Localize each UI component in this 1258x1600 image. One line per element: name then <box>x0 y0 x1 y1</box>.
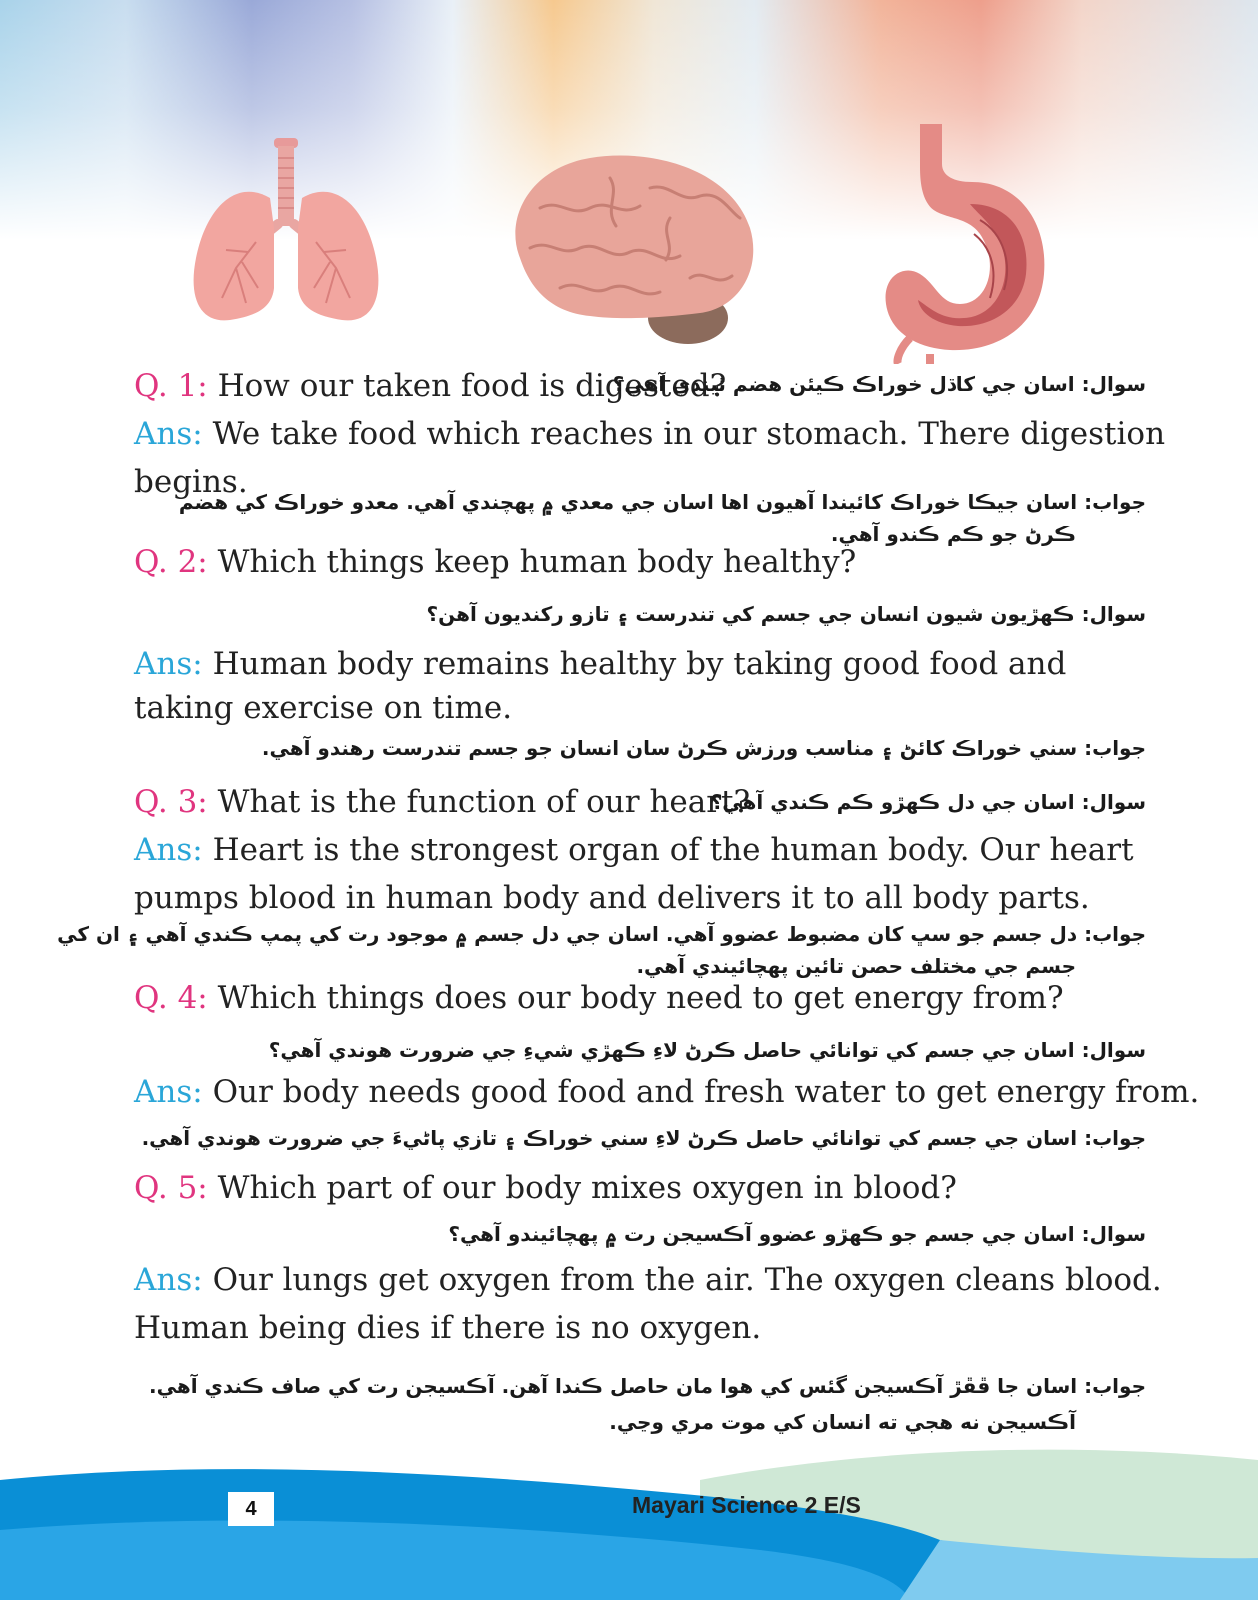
answer-text: Human body remains healthy by taking good food and <box>212 646 1067 682</box>
footer-wave <box>0 1440 1258 1600</box>
book-title: Mayari Science 2 E/S <box>632 1492 861 1518</box>
answer-3-line-2: pumps blood in human body and delivers it to all body parts. <box>134 880 1090 916</box>
question-1-sindhi: سوال: اسان جي کاڌل خوراڪ ڪيئن هضم ٿيندي آهي؟ <box>612 372 1146 396</box>
answer-1-sindhi-line-2: ڪرڻ جو ڪم ڪندو آهي. <box>830 522 1076 546</box>
question-label: Q. 4: <box>134 980 208 1016</box>
question-text: What is the function of our heart? <box>217 784 751 820</box>
question-5 <box>134 1168 957 1208</box>
question-4-sindhi: سوال: اسان جي جسم کي توانائي حاصل ڪرڻ لاءِ ڪهڙي شيءِ جي ضرورت هوندي آهي؟ <box>268 1038 1146 1062</box>
answer-2-line-2: taking exercise on time. <box>134 690 513 726</box>
question-text: Which things keep human body healthy? <box>217 544 857 580</box>
answer-2-line-1 <box>134 644 1066 684</box>
answer-1-sindhi-line-1: جواب: اسان جيڪا خوراڪ کائيندا آهيون اها اسان جي معدي ۾ پهچندي آهي. معدو خوراڪ کي هضم <box>178 490 1146 514</box>
question-text: How our taken food is digested? <box>217 368 727 404</box>
question-3-sindhi: سوال: اسان جي دل ڪهڙو ڪم ڪندي آهي؟ <box>710 790 1146 814</box>
question-label: Q. 2: <box>134 544 208 580</box>
answer-5-sindhi-line-2: آڪسيجن نه هجي ته انسان کي موت مري وڃي. <box>609 1410 1076 1434</box>
answer-1-line-1 <box>134 414 1165 454</box>
question-2-sindhi: سوال: ڪهڙيون شيون انسان جي جسم کي تندرست ۽ تازو رکنديون آهن؟ <box>426 602 1146 626</box>
question-label: Q. 5: <box>134 1170 208 1206</box>
question-label: Q. 3: <box>134 784 208 820</box>
page-number: 4 <box>228 1492 274 1526</box>
answer-3-sindhi-line-1: جواب: دل جسم جو سڀ کان مضبوط عضوو آهي. اسان جي دل جسم ۾ موجود رت کي پمپ ڪندي آهي ۽ ان کي <box>57 922 1146 946</box>
answer-text: We take food which reaches in our stomach. There digestion <box>212 416 1166 452</box>
answer-label: Ans: <box>134 646 203 682</box>
question-2 <box>134 542 856 582</box>
answer-3-line-1 <box>134 830 1134 870</box>
answer-text: Heart is the strongest organ of the human body. Our heart <box>212 832 1134 868</box>
answer-2-sindhi-line-1: جواب: سني خوراڪ کائڻ ۽ مناسب ورزش ڪرڻ سان انسان جو جسم تندرست رهندو آهي. <box>261 736 1146 760</box>
answer-label: Ans: <box>134 416 203 452</box>
question-text: Which part of our body mixes oxygen in blood? <box>217 1170 957 1206</box>
answer-5-line-1 <box>134 1260 1162 1300</box>
question-text: Which things does our body need to get energy from? <box>217 980 1064 1016</box>
answer-4-line-1 <box>134 1072 1199 1112</box>
answer-label: Ans: <box>134 832 203 868</box>
answer-5-sindhi-line-1: جواب: اسان جا ڦڦڙ آڪسيجن گئس کي هوا مان حاصل ڪندا آهن. آڪسيجن رت کي صاف ڪندي آهي. <box>149 1374 1146 1398</box>
answer-text: Our lungs get oxygen from the air. The oxygen cleans blood. <box>212 1262 1162 1298</box>
answer-1-line-2: begins. <box>134 464 248 500</box>
lungs-icon <box>186 138 386 328</box>
answer-4-sindhi-line-1: جواب: اسان جي جسم کي توانائي حاصل ڪرڻ لاءِ سني خوراڪ ۽ تازي پاڻيءَ جي ضرورت هوندي آهي. <box>141 1126 1146 1150</box>
answer-5-line-2: Human being dies if there is no oxygen. <box>134 1310 762 1346</box>
question-3 <box>134 782 750 822</box>
answer-text: Our body needs good food and fresh water to get energy from. <box>212 1074 1200 1110</box>
answer-label: Ans: <box>134 1074 203 1110</box>
answer-label: Ans: <box>134 1262 203 1298</box>
question-4 <box>134 978 1064 1018</box>
question-label: Q. 1: <box>134 368 208 404</box>
answer-3-sindhi-line-2: جسم جي مختلف حصن تائين پهچائيندي آهي. <box>636 954 1076 978</box>
stomach-icon <box>880 124 1050 364</box>
question-5-sindhi: سوال: اسان جي جسم جو ڪهڙو عضوو آڪسيجن رت ۾ پهچائيندو آهي؟ <box>448 1222 1146 1246</box>
brain-icon <box>500 148 760 348</box>
